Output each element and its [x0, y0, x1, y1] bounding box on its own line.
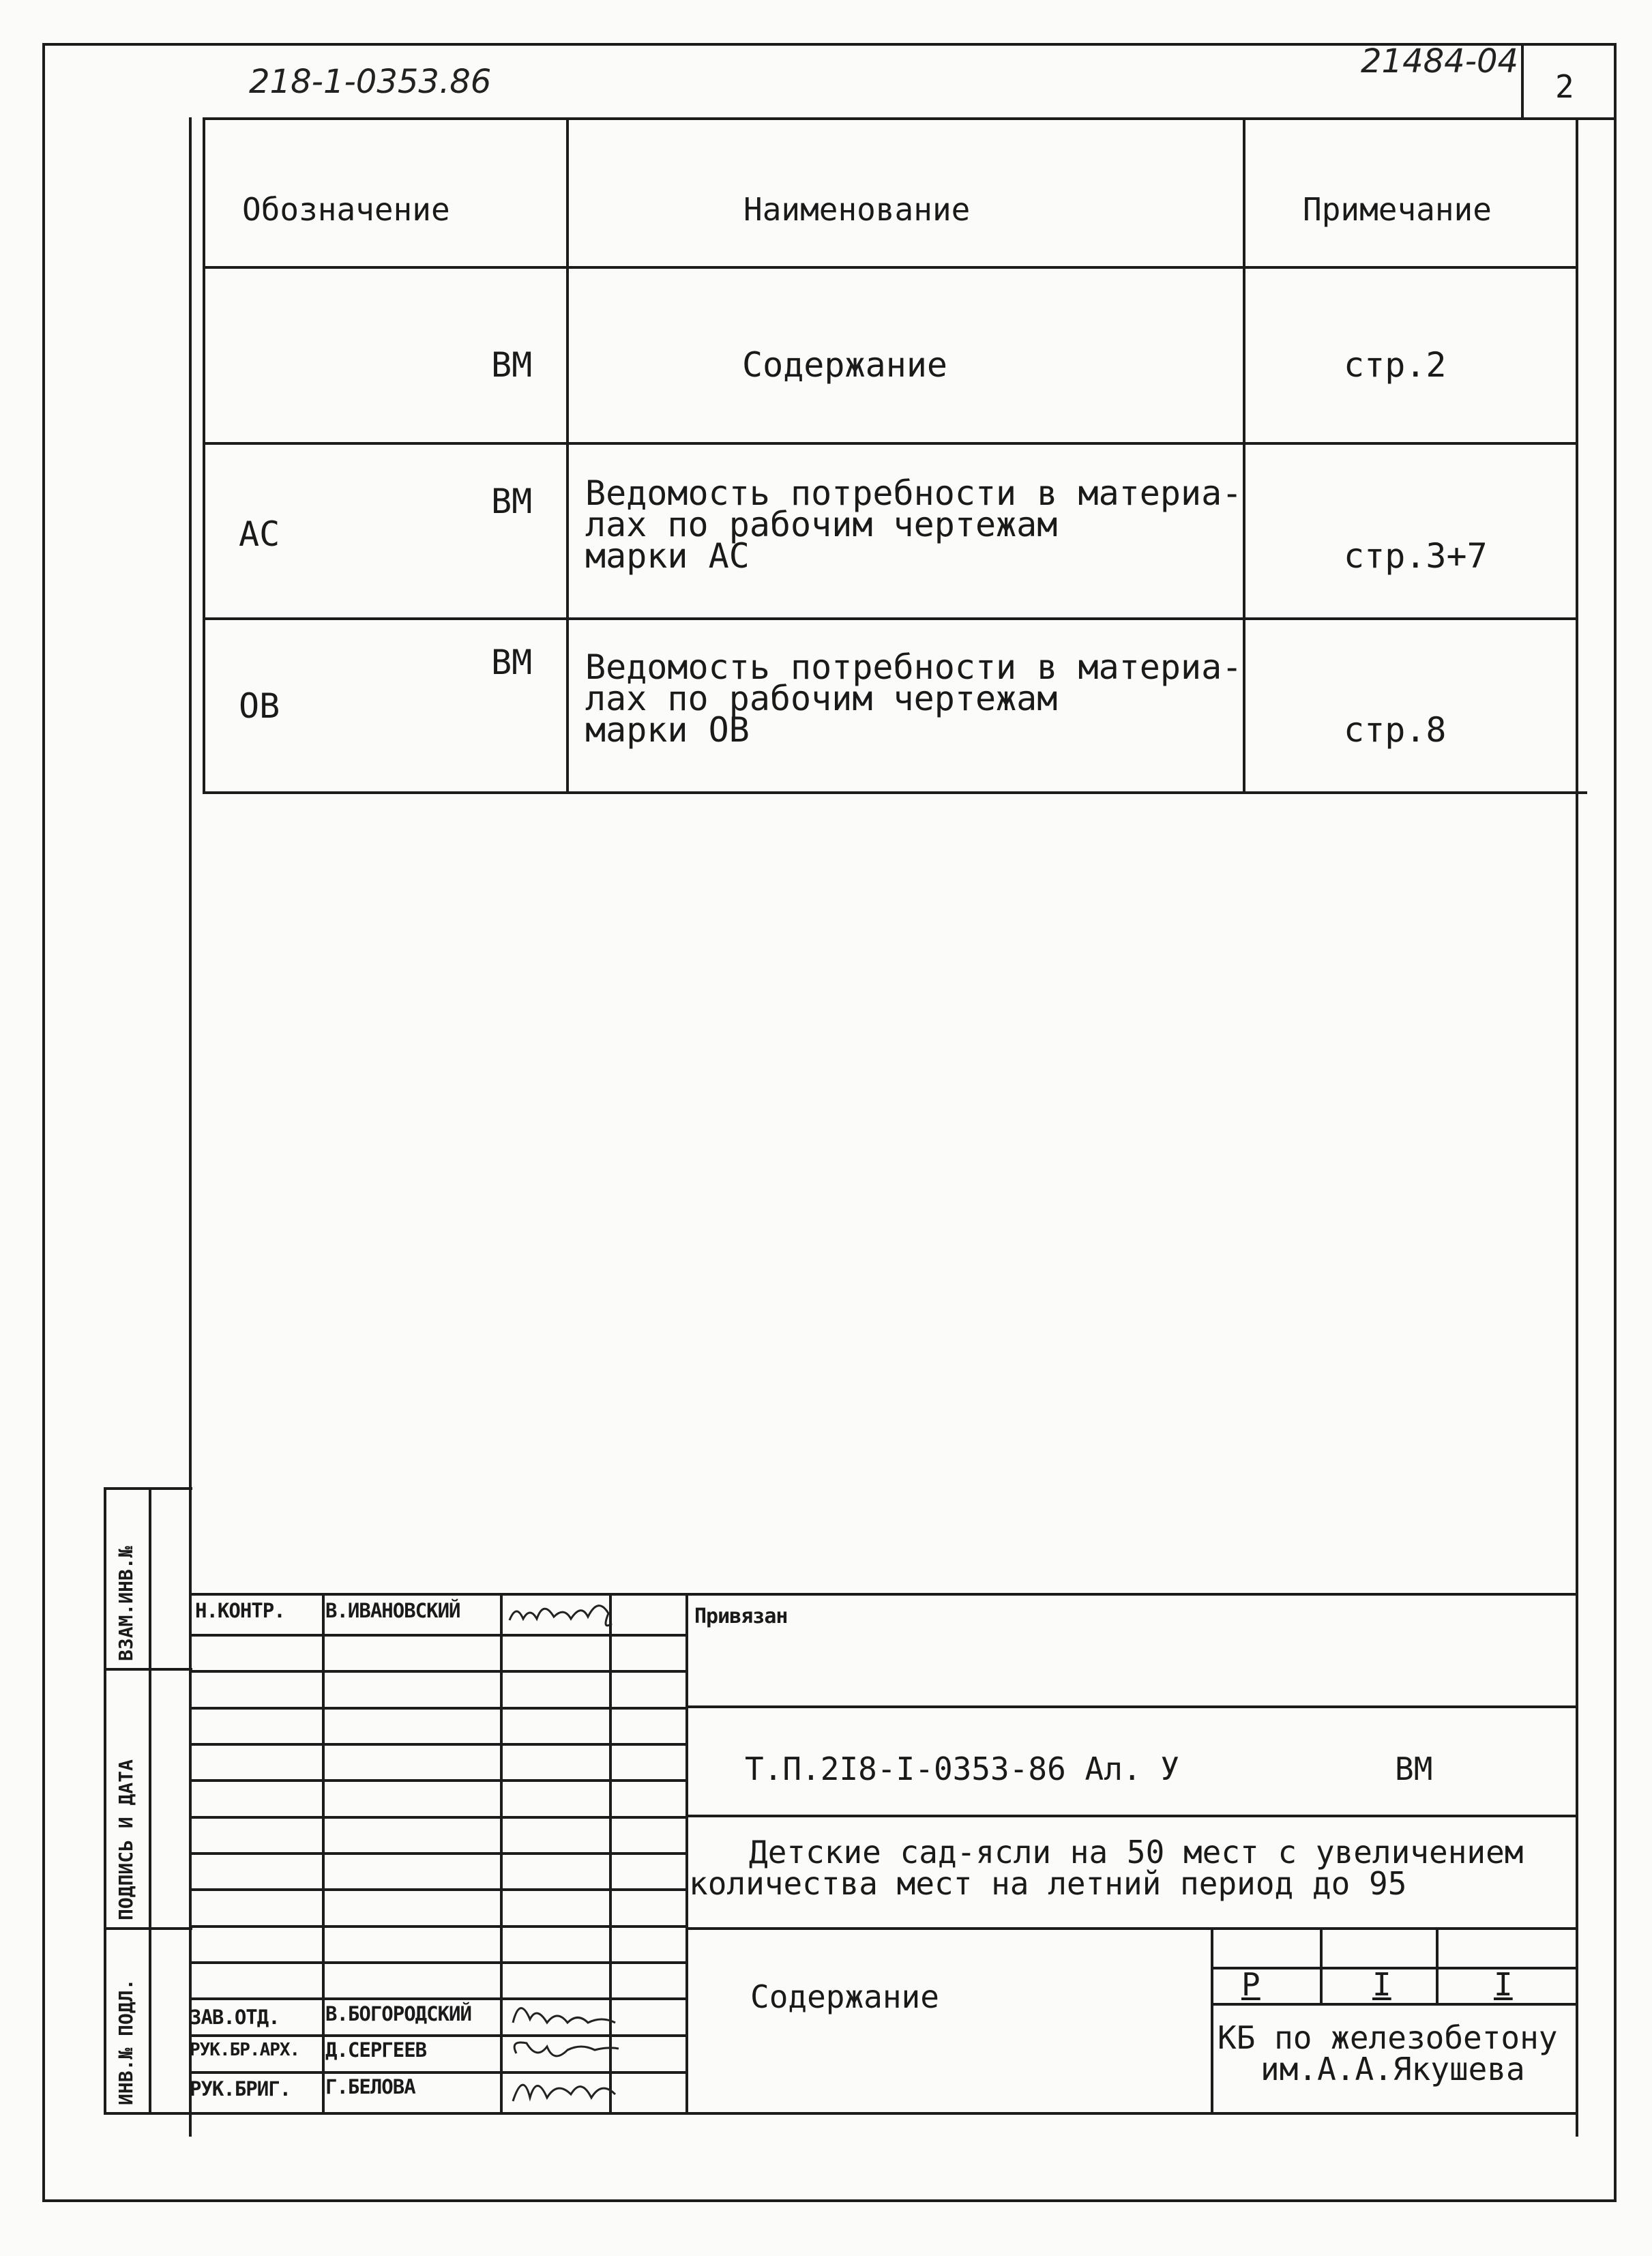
table-col-divider-1: [566, 117, 569, 793]
row2-note: стр.3+7: [1344, 536, 1488, 576]
signer-row-5: [189, 1779, 685, 1782]
row3-designation-code: ОВ: [239, 686, 280, 726]
signer-role-team-lead: РУК.БРИГ.: [190, 2077, 291, 2100]
table-row3-bottom: [203, 791, 1587, 794]
signer-role-arch-lead: РУК.БР.АРХ.: [190, 2040, 300, 2060]
signer-row-8: [189, 1888, 685, 1891]
inner-frame-left: [189, 117, 192, 2137]
table-row1-bottom: [203, 442, 1578, 445]
sidebar-top: [104, 1487, 192, 1490]
tb-right-row-1: [685, 1705, 1578, 1708]
signer-role-norm-control: Н.КОНТР.: [195, 1599, 285, 1622]
stage-value: Р: [1241, 1966, 1260, 2003]
project-title-line1: Детские сад-ясли на 50 мест с увеличением: [749, 1834, 1524, 1871]
org-line1: КБ по железобетону: [1218, 2019, 1558, 2056]
sidebar-left-edge: [104, 1487, 106, 2115]
tb-right-row-3: [685, 1927, 1578, 1930]
column-header-designation: Обозначение: [242, 191, 450, 228]
page-number: 2: [1555, 68, 1574, 105]
column-header-note: Примечание: [1303, 191, 1492, 228]
stage-grid-col-2: [1436, 1927, 1439, 2004]
signature-team-lead: [506, 2067, 622, 2108]
row1-name: Содержание: [742, 345, 948, 385]
signer-row-10: [189, 1961, 685, 1964]
signer-row-7: [189, 1852, 685, 1855]
row3-note: стр.8: [1344, 710, 1447, 750]
signer-row-3: [189, 1707, 685, 1710]
row2-name-line3: марки АС: [585, 536, 750, 576]
signer-role-dept-head: ЗАВ.ОТД.: [190, 2006, 280, 2029]
table-header-bottom: [203, 266, 1578, 269]
project-title-line2: количества мест на летний период до 95: [689, 1865, 1407, 1902]
sheet-title: Содержание: [750, 1978, 939, 2015]
signature-norm-control: [506, 1593, 622, 1634]
project-code: Т.П.2I8-I-0353-86 Ал. У: [745, 1750, 1179, 1787]
table-row2-bottom: [203, 617, 1578, 620]
sidebar-divider: [149, 1487, 151, 2115]
row3-name-line2: лах по рабочим чертежам: [585, 679, 1058, 718]
row2-designation-code: АС: [239, 514, 280, 554]
stage-grid-col-1: [1320, 1927, 1323, 2004]
row3-name-line1: Ведомость потребности в материа-: [585, 647, 1243, 687]
sidebar-sep-1: [104, 1668, 192, 1671]
row2-designation-mark: ВМ: [491, 482, 533, 521]
tb-right-row-2: [685, 1815, 1578, 1817]
stage-grid-mid: [1211, 1967, 1578, 1969]
org-line2: им.А.А.Якушева: [1260, 2051, 1525, 2087]
signer-name-norm-control: В.ИВАНОВСКИЙ: [325, 1599, 460, 1622]
titleblock-top: [189, 1593, 1578, 1596]
table-left-edge: [203, 117, 205, 793]
sidebar-bottom: [104, 2112, 192, 2115]
row1-designation-mark: ВМ: [491, 345, 533, 385]
project-mark: ВМ: [1395, 1750, 1433, 1787]
signer-row-4: [189, 1743, 685, 1746]
titleblock-bottom: [189, 2112, 1578, 2115]
signer-col-4: [685, 1593, 688, 2112]
row3-name-line3: марки ОВ: [585, 710, 750, 750]
signer-row-1: [189, 1634, 685, 1637]
column-header-name: Наименование: [743, 191, 971, 228]
signature-dept-head: [506, 1992, 622, 2033]
signature-arch-lead: [506, 2030, 622, 2070]
stage-grid-bottom: [1211, 2003, 1578, 2006]
sidebar-label-signature-date: ПОДПИСЬ И ДАТА: [115, 1759, 137, 1920]
sidebar-label-original-inv: ИНВ.№ ПОДЛ.: [115, 1978, 137, 2105]
sheets-total-value: I: [1494, 1966, 1513, 2003]
signer-row-2: [189, 1670, 685, 1673]
row1-note: стр.2: [1344, 345, 1447, 385]
sidebar-sep-2: [104, 1927, 192, 1930]
inner-frame-top: [203, 117, 1578, 120]
sheet-value: I: [1372, 1966, 1391, 2003]
doc-code-left: 218-1-0353.86: [249, 63, 492, 101]
doc-code-right: 21484-04: [1361, 42, 1519, 80]
stage-grid-left: [1211, 1927, 1213, 2112]
signer-row-9: [189, 1925, 685, 1928]
inner-frame-right: [1576, 117, 1578, 2137]
row3-designation-mark: ВМ: [491, 643, 533, 682]
bound-label: Привязан: [694, 1605, 788, 1628]
row2-name-line1: Ведомость потребности в материа-: [585, 473, 1243, 513]
signer-name-dept-head: В.БОГОРОДСКИЙ: [325, 2002, 471, 2025]
signer-name-team-lead: Г.БЕЛОВА: [325, 2075, 415, 2098]
sidebar-label-replacement-inv: ВЗАМ.ИНВ.№: [115, 1546, 137, 1661]
table-col-divider-2: [1243, 117, 1245, 793]
row2-name-line2: лах по рабочим чертежам: [585, 505, 1058, 544]
signer-row-6: [189, 1816, 685, 1819]
page-number-divider: [1521, 45, 1524, 120]
signer-name-arch-lead: Д.СЕРГЕЕВ: [325, 2038, 427, 2062]
